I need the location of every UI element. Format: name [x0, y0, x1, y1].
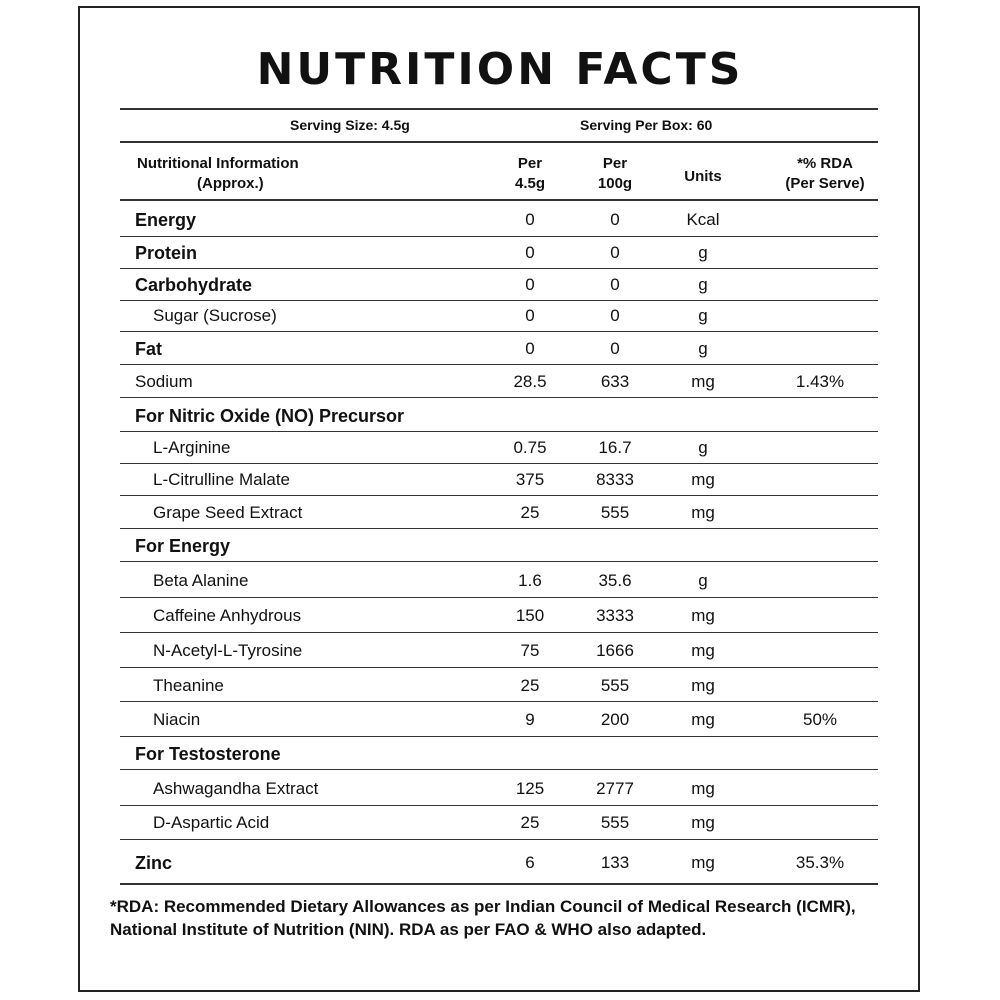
- row-unit: mg: [691, 779, 715, 798]
- row-name: Sodium: [135, 372, 193, 391]
- row-unit: mg: [691, 853, 715, 872]
- header-info-line1: Nutritional Information: [137, 155, 299, 172]
- row-per-100g: 35.6: [598, 571, 632, 590]
- row-per-serving: 125: [515, 779, 545, 798]
- row-per-serving: 0: [525, 243, 535, 262]
- row-unit: g: [698, 243, 708, 262]
- table-row: [120, 703, 878, 736]
- header-units: Units: [684, 168, 722, 185]
- row-per-100g: 0: [610, 243, 620, 262]
- header-rda: [770, 154, 880, 194]
- row-unit: Kcal: [686, 210, 720, 229]
- serving-size: Serving Size: 4.5g: [290, 117, 410, 133]
- header-per-100g-line1: Per: [602, 155, 628, 172]
- row-name: Zinc: [135, 853, 173, 873]
- row-unit: mg: [691, 503, 715, 522]
- row-per-100g: 16.7: [598, 438, 632, 457]
- row-per-serving: 75: [520, 641, 540, 660]
- divider: [120, 561, 878, 562]
- rda-footnote: *RDA: Recommended Dietary Allowances as per Indian Council of Medical Research (ICMR), National Institute of Nutrition (NIN). RDA as per FAO & WHO also adapted.: [110, 897, 856, 939]
- row-name: L-Arginine: [153, 438, 231, 457]
- row-per-100g: 0: [610, 339, 620, 358]
- row-per-serving: 1.6: [518, 571, 542, 590]
- header-nutritional-info: [137, 154, 299, 194]
- divider: [120, 364, 878, 365]
- row-unit: mg: [691, 470, 715, 489]
- row-per-100g: 0: [610, 210, 620, 229]
- row-per-100g: 555: [600, 503, 630, 522]
- divider: [120, 769, 878, 770]
- row-rda: 1.43%: [795, 372, 845, 391]
- divider: [120, 141, 878, 143]
- divider: [120, 331, 878, 332]
- row-per-100g: 200: [600, 710, 630, 729]
- header-rda-line2: (Per Serve): [785, 175, 865, 192]
- page-title: NUTRITION FACTS: [256, 44, 744, 95]
- table-row: [120, 563, 878, 597]
- table-row: [120, 806, 878, 839]
- row-name: D-Aspartic Acid: [153, 813, 270, 832]
- row-rda: 35.3%: [795, 853, 845, 872]
- divider: [120, 701, 878, 702]
- row-per-100g: 633: [600, 372, 630, 391]
- header-per-100g: [565, 154, 665, 194]
- row-name: L-Citrulline Malate: [153, 470, 290, 489]
- table-row: [120, 300, 878, 331]
- row-name: Fat: [135, 339, 162, 359]
- divider: [120, 839, 878, 840]
- row-unit: g: [698, 275, 708, 294]
- row-unit: mg: [691, 710, 715, 729]
- row-per-serving: 0: [525, 210, 535, 229]
- table-row: [120, 842, 878, 883]
- table-row: [120, 670, 878, 701]
- row-name: Niacin: [153, 710, 201, 729]
- row-per-serving: 9: [525, 710, 535, 729]
- row-per-serving: 25: [520, 676, 540, 695]
- row-name: Carbohydrate: [135, 275, 253, 295]
- row-name: For Energy: [135, 536, 231, 556]
- row-name: Ashwagandha Extract: [153, 779, 319, 798]
- row-unit: mg: [691, 372, 715, 391]
- row-name: Theanine: [153, 676, 224, 695]
- table-row: [120, 236, 878, 268]
- row-per-serving: 25: [520, 503, 540, 522]
- table-row: [120, 366, 878, 397]
- divider: [120, 108, 878, 110]
- row-per-100g: 555: [600, 676, 630, 695]
- row-per-100g: 0: [610, 306, 620, 325]
- table-row: [120, 496, 878, 528]
- row-per-serving: 0: [525, 275, 535, 294]
- table-row: [120, 634, 878, 667]
- row-per-serving: 375: [515, 470, 545, 489]
- table-row: [120, 333, 878, 364]
- row-per-100g: 8333: [596, 470, 634, 489]
- row-unit: g: [698, 571, 708, 590]
- row-unit: mg: [691, 813, 715, 832]
- table-row: [120, 598, 878, 632]
- row-unit: g: [698, 306, 708, 325]
- table-row: [120, 269, 878, 300]
- divider: [120, 199, 878, 201]
- row-rda: 50%: [802, 710, 838, 729]
- table-row: [120, 529, 878, 561]
- row-per-serving: 150: [515, 606, 545, 625]
- divider: [120, 667, 878, 668]
- row-per-serving: 28.5: [513, 372, 547, 391]
- divider: [120, 632, 878, 633]
- table-row: [120, 464, 878, 495]
- row-name: For Nitric Oxide (NO) Precursor: [135, 406, 405, 426]
- row-unit: mg: [691, 606, 715, 625]
- row-per-100g: 133: [600, 853, 630, 872]
- row-per-serving: 25: [520, 813, 540, 832]
- table-row: [120, 771, 878, 805]
- row-name: Protein: [135, 243, 198, 263]
- header-per-100g-line2: 100g: [597, 175, 633, 192]
- row-per-100g: 1666: [596, 641, 634, 660]
- row-per-serving: 0: [525, 306, 535, 325]
- row-per-100g: 0: [610, 275, 620, 294]
- row-unit: mg: [691, 676, 715, 695]
- header-info-line2: (Approx.): [197, 175, 264, 192]
- row-per-100g: 2777: [596, 779, 634, 798]
- row-unit: g: [698, 339, 708, 358]
- row-name: N-Acetyl-L-Tyrosine: [153, 641, 303, 660]
- row-per-serving: 0: [525, 339, 535, 358]
- row-unit: g: [698, 438, 708, 457]
- row-name: Beta Alanine: [153, 571, 249, 590]
- row-name: Caffeine Anhydrous: [153, 606, 302, 625]
- header-per-serving-line2: 4.5g: [514, 175, 545, 192]
- divider: [120, 397, 878, 398]
- servings-per-box: Serving Per Box: 60: [580, 117, 713, 133]
- row-name: Grape Seed Extract: [153, 503, 303, 522]
- table-row: [120, 399, 878, 431]
- table-row: [120, 432, 878, 463]
- row-per-serving: 0.75: [513, 438, 547, 457]
- row-per-100g: 3333: [596, 606, 634, 625]
- row-name: Sugar (Sucrose): [153, 306, 277, 325]
- table-row: [120, 737, 878, 769]
- row-per-100g: 555: [600, 813, 630, 832]
- row-name: For Testosterone: [135, 744, 281, 764]
- row-per-serving: 6: [525, 853, 535, 872]
- row-unit: mg: [691, 641, 715, 660]
- table-row: [120, 203, 878, 236]
- header-rda-line1: *% RDA: [797, 155, 853, 172]
- row-name: Energy: [135, 210, 197, 230]
- header-per-serving-line1: Per: [517, 155, 543, 172]
- divider: [120, 883, 878, 885]
